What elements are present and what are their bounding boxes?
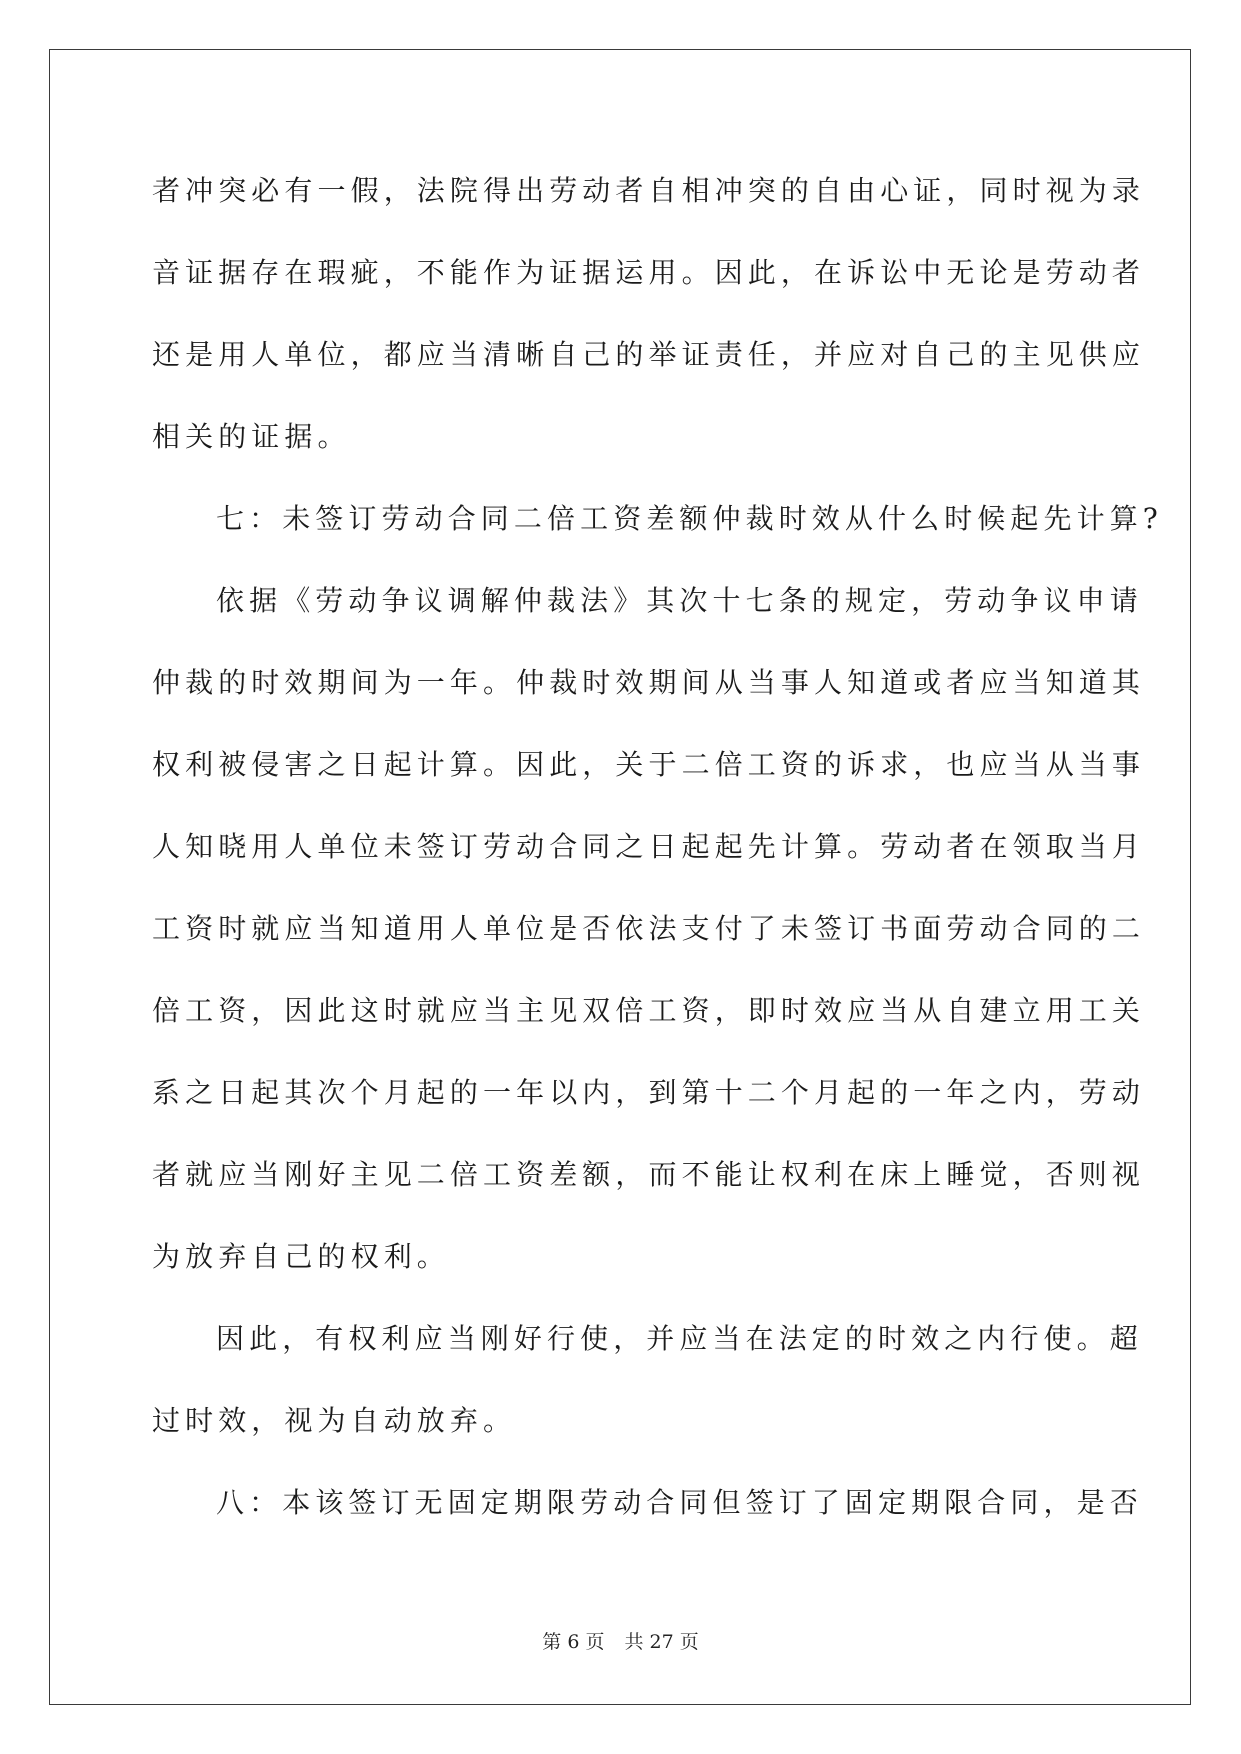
text-line: 依据《劳动争议调解仲裁法》其次十七条的规定，劳动争议申请: [216, 584, 1143, 617]
text-line: 工资时就应当知道用人单位是否依法支付了未签订书面劳动合同的二: [152, 912, 1146, 945]
text-line: 相关的证据。: [152, 420, 351, 453]
text-line: 人知晓用人单位未签订劳动合同之日起起先计算。劳动者在领取当月: [152, 830, 1146, 863]
text-line: 仲裁的时效期间为一年。仲裁时效期间从当事人知道或者应当知道其: [152, 666, 1146, 699]
text-line: 七：未签订劳动合同二倍工资差额仲裁时效从什么时候起先计算?: [216, 502, 1163, 535]
text-line: 八：本该签订无固定期限劳动合同但签订了固定期限合同，是否: [216, 1486, 1143, 1519]
document-body: [152, 163, 1163, 1557]
current-page-number: 第 6 页: [542, 1631, 605, 1653]
text-line: 过时效，视为自动放弃。: [152, 1404, 517, 1437]
text-line: 音证据存在瑕疵，不能作为证据运用。因此，在诉讼中无论是劳动者: [152, 256, 1146, 289]
text-line: 者就应当刚好主见二倍工资差额，而不能让权利在床上睡觉，否则视: [152, 1158, 1146, 1191]
text-line: 系之日起其次个月起的一年以内，到第十二个月起的一年之内，劳动: [152, 1076, 1146, 1109]
text-line: 为放弃自己的权利。: [152, 1240, 450, 1273]
text-line: 者冲突必有一假，法院得出劳动者自相冲突的自由心证，同时视为录: [152, 174, 1146, 207]
text-line: 因此，有权利应当刚好行使，并应当在法定的时效之内行使。超: [216, 1322, 1143, 1355]
total-page-count: 共 27 页: [624, 1631, 699, 1653]
text-line: 倍工资，因此这时就应当主见双倍工资，即时效应当从自建立用工关: [152, 994, 1146, 1027]
page-footer: [0, 1630, 1241, 1654]
text-line: 权利被侵害之日起计算。因此，关于二倍工资的诉求，也应当从当事: [152, 748, 1146, 781]
text-line: 还是用人单位，都应当清晰自己的举证责任，并应对自己的主见供应: [152, 338, 1146, 371]
